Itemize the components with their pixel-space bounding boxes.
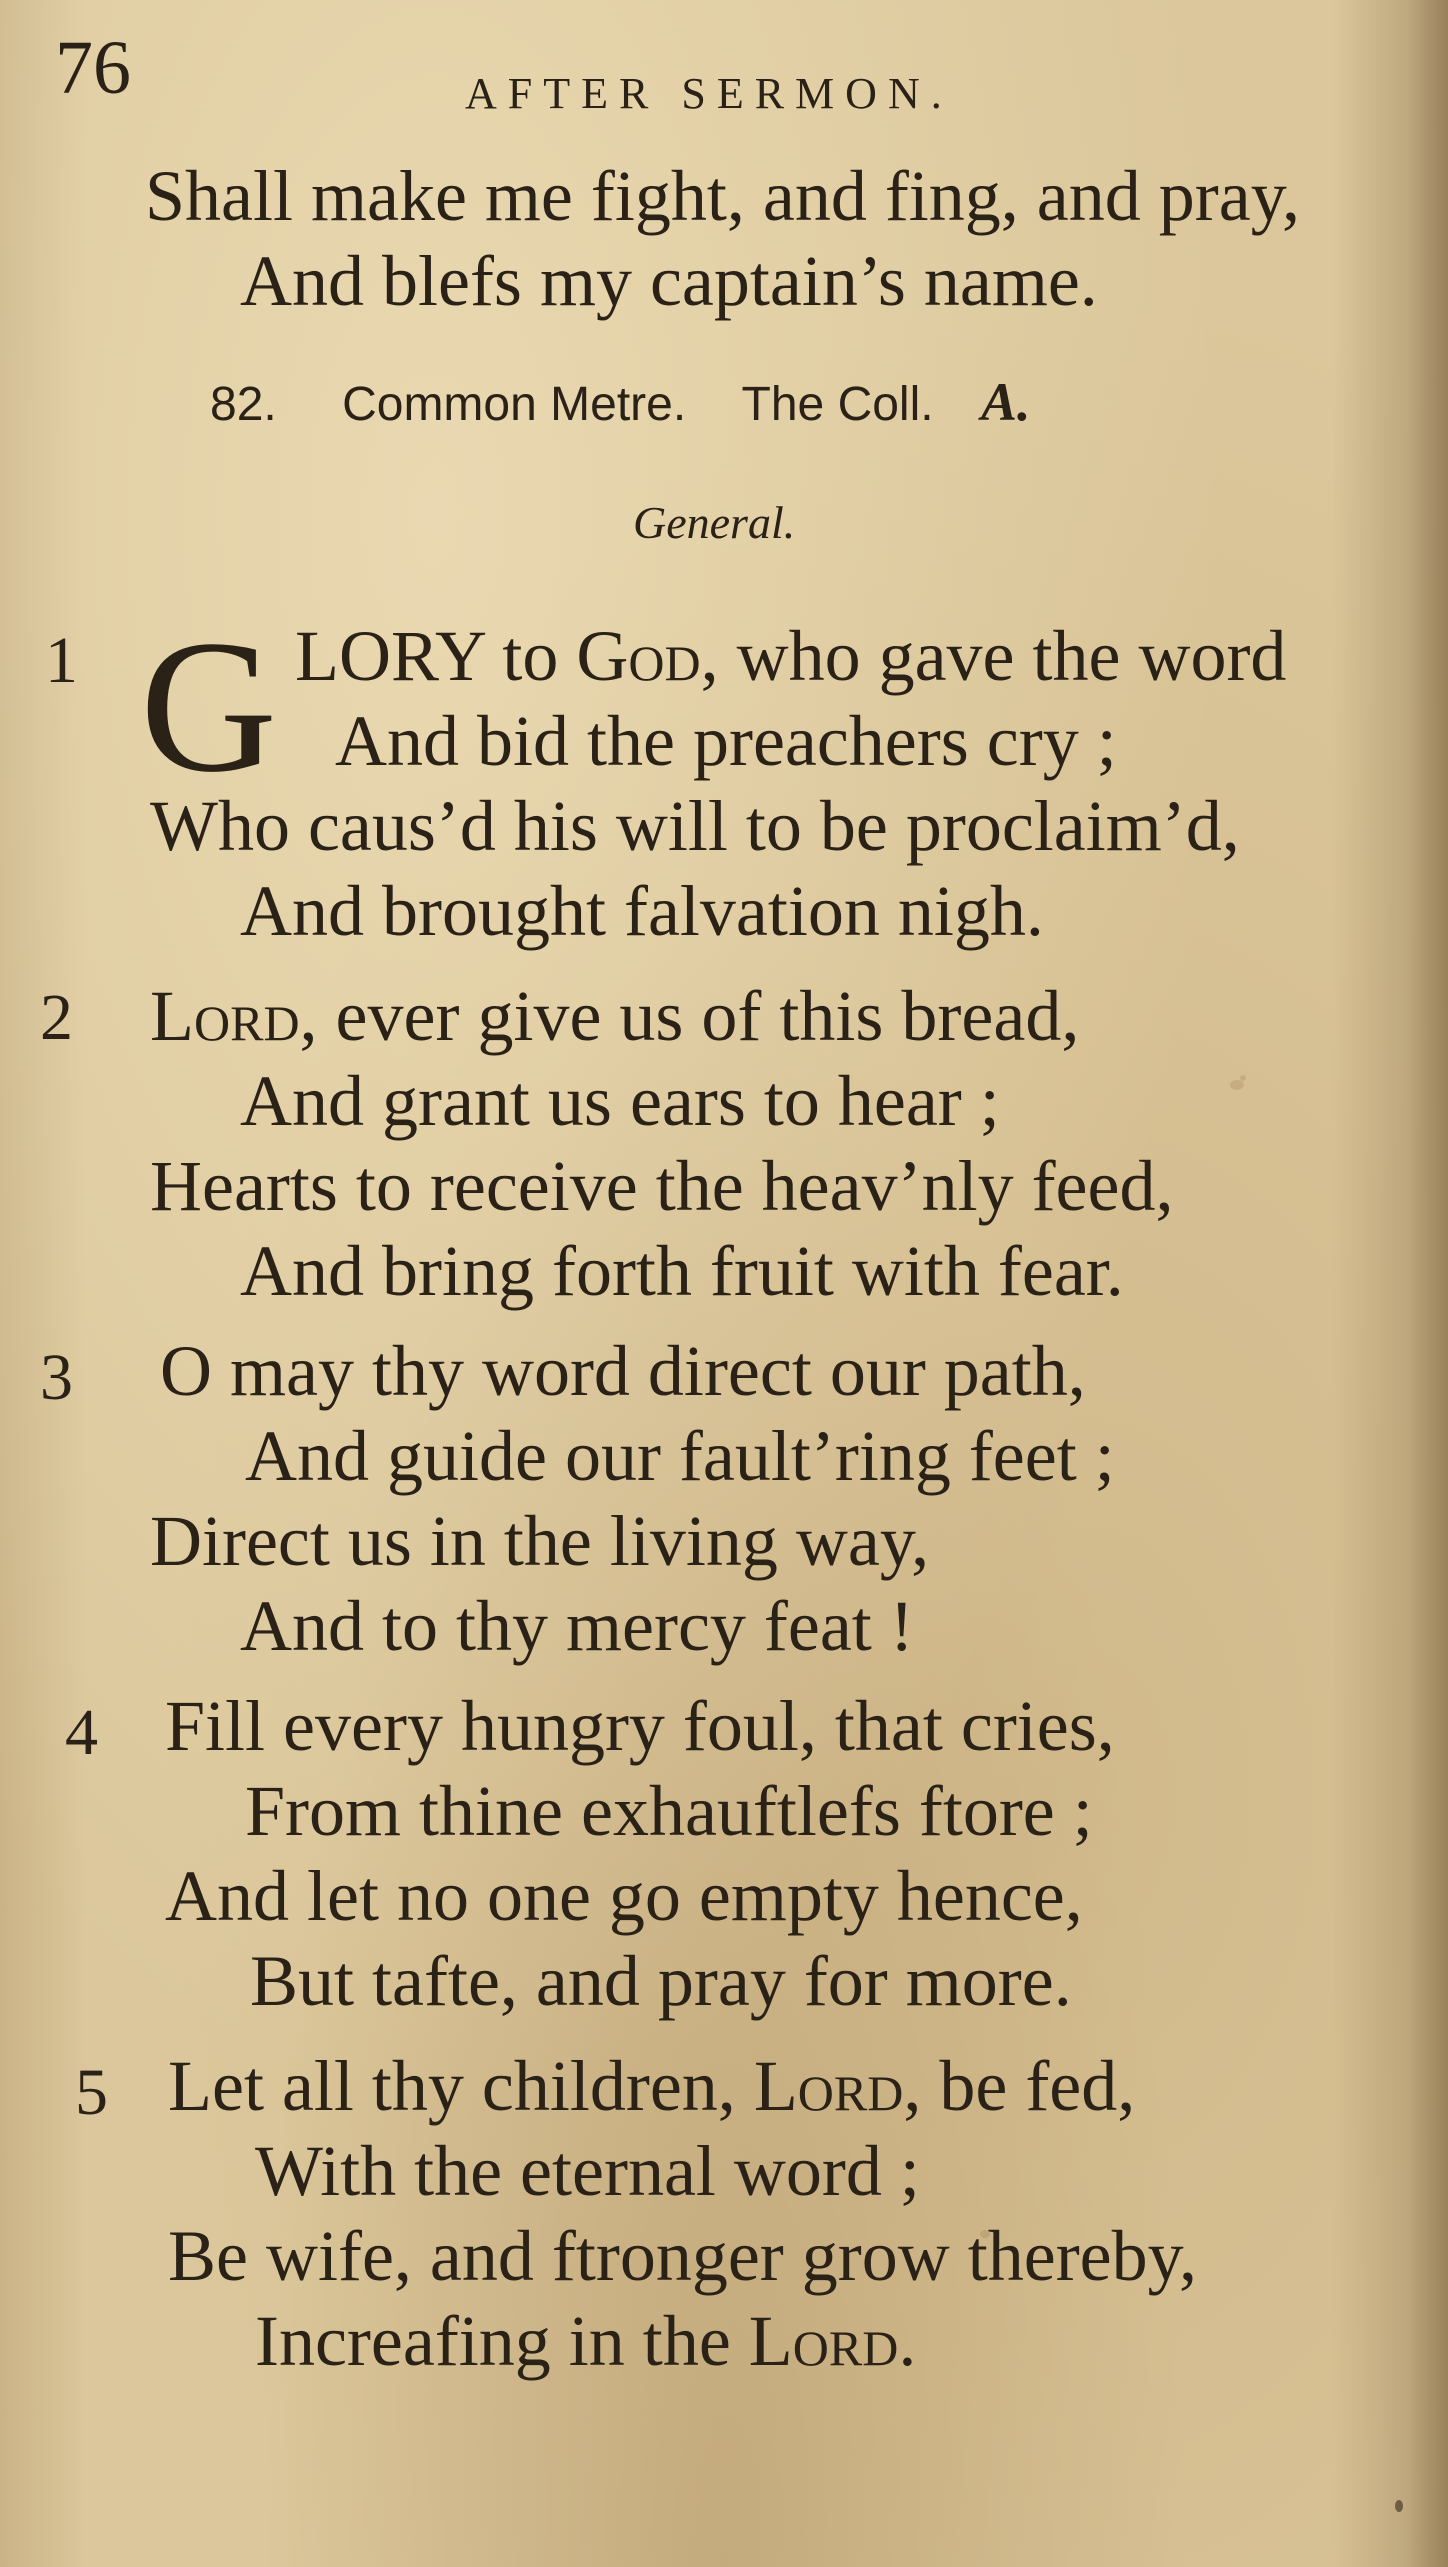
- hymn-tune: The Coll.: [741, 378, 934, 431]
- verse-text: , who gave the word: [700, 616, 1287, 696]
- hymn-heading: [210, 372, 1031, 432]
- verse-small-caps: Lord: [753, 2046, 904, 2126]
- carry-over-line: And blefs my captain’s name.: [240, 241, 1098, 321]
- verse-line: But tafte, and pray for more.: [250, 1941, 1072, 2021]
- hymn-number: 82.: [210, 378, 277, 431]
- verse-line: And guide our fault’ring feet ;: [245, 1416, 1115, 1496]
- verse-line: And let no one go empty hence,: [165, 1856, 1083, 1936]
- ink-speck: [1395, 2500, 1403, 2512]
- verse-line: [295, 616, 1287, 696]
- verse-small-caps: Lord: [748, 2301, 899, 2381]
- verse-line: And bring forth fruit with fear.: [240, 1231, 1124, 1311]
- verse-small-caps: God: [576, 616, 701, 696]
- verse-line: Be wife, and ftronger grow thereby,: [168, 2216, 1197, 2296]
- carry-over-line: Shall make me fight, and fing, and pray,: [145, 156, 1301, 236]
- stanza-number: 3: [40, 1341, 73, 1414]
- verse-line: [168, 2046, 1136, 2126]
- verse-line: Fill every hungry foul, that cries,: [165, 1686, 1115, 1766]
- drop-cap: G: [140, 602, 278, 812]
- verse-text: , be fed,: [903, 2046, 1136, 2126]
- verse-text: Let all thy children,: [168, 2046, 754, 2126]
- verse-text: LORY to: [295, 616, 577, 696]
- hymn-metre: Common Metre.: [342, 378, 687, 431]
- page-header: [55, 26, 1395, 140]
- verse-line: [255, 2301, 917, 2381]
- stanza-number: 5: [75, 2056, 108, 2129]
- stanza-number: 4: [65, 1696, 98, 1769]
- page-number: 76: [55, 26, 131, 110]
- verse-text: , ever give us of this bread,: [299, 976, 1080, 1056]
- verse-small-caps: Lord: [150, 976, 300, 1056]
- verse-line: With the eternal word ;: [255, 2131, 920, 2211]
- verse-line: [150, 976, 1080, 1056]
- stanza-number: 1: [45, 624, 78, 697]
- stanza-number: 2: [40, 981, 73, 1054]
- hymn-tune-letter: A.: [980, 372, 1031, 432]
- page-edge-shadow: [1408, 0, 1448, 2567]
- verse-line: O may thy word direct our path,: [160, 1331, 1086, 1411]
- verse-line: And brought falvation nigh.: [240, 871, 1044, 951]
- verse-line: Direct us in the living way,: [150, 1501, 930, 1581]
- running-title: AFTER SERMON.: [465, 69, 953, 118]
- verse-line: Hearts to receive the heav’nly feed,: [150, 1146, 1174, 1226]
- verse-line: And to thy mercy feat !: [240, 1586, 914, 1666]
- verse-text: Increafing in the: [255, 2301, 749, 2381]
- hymn-subject: General.: [633, 497, 796, 548]
- verse-line: Who caus’d his will to be proclaim’d,: [150, 786, 1240, 866]
- verse-line: And bid the preachers cry ;: [335, 701, 1117, 781]
- verse-text: .: [898, 2301, 917, 2381]
- foxing-spot: [1240, 1075, 1246, 1081]
- foxing-spot: [1230, 1080, 1244, 1090]
- verse-line: From thine exhauftlefs ftore ;: [245, 1771, 1093, 1851]
- verse-line: And grant us ears to hear ;: [240, 1061, 1000, 1141]
